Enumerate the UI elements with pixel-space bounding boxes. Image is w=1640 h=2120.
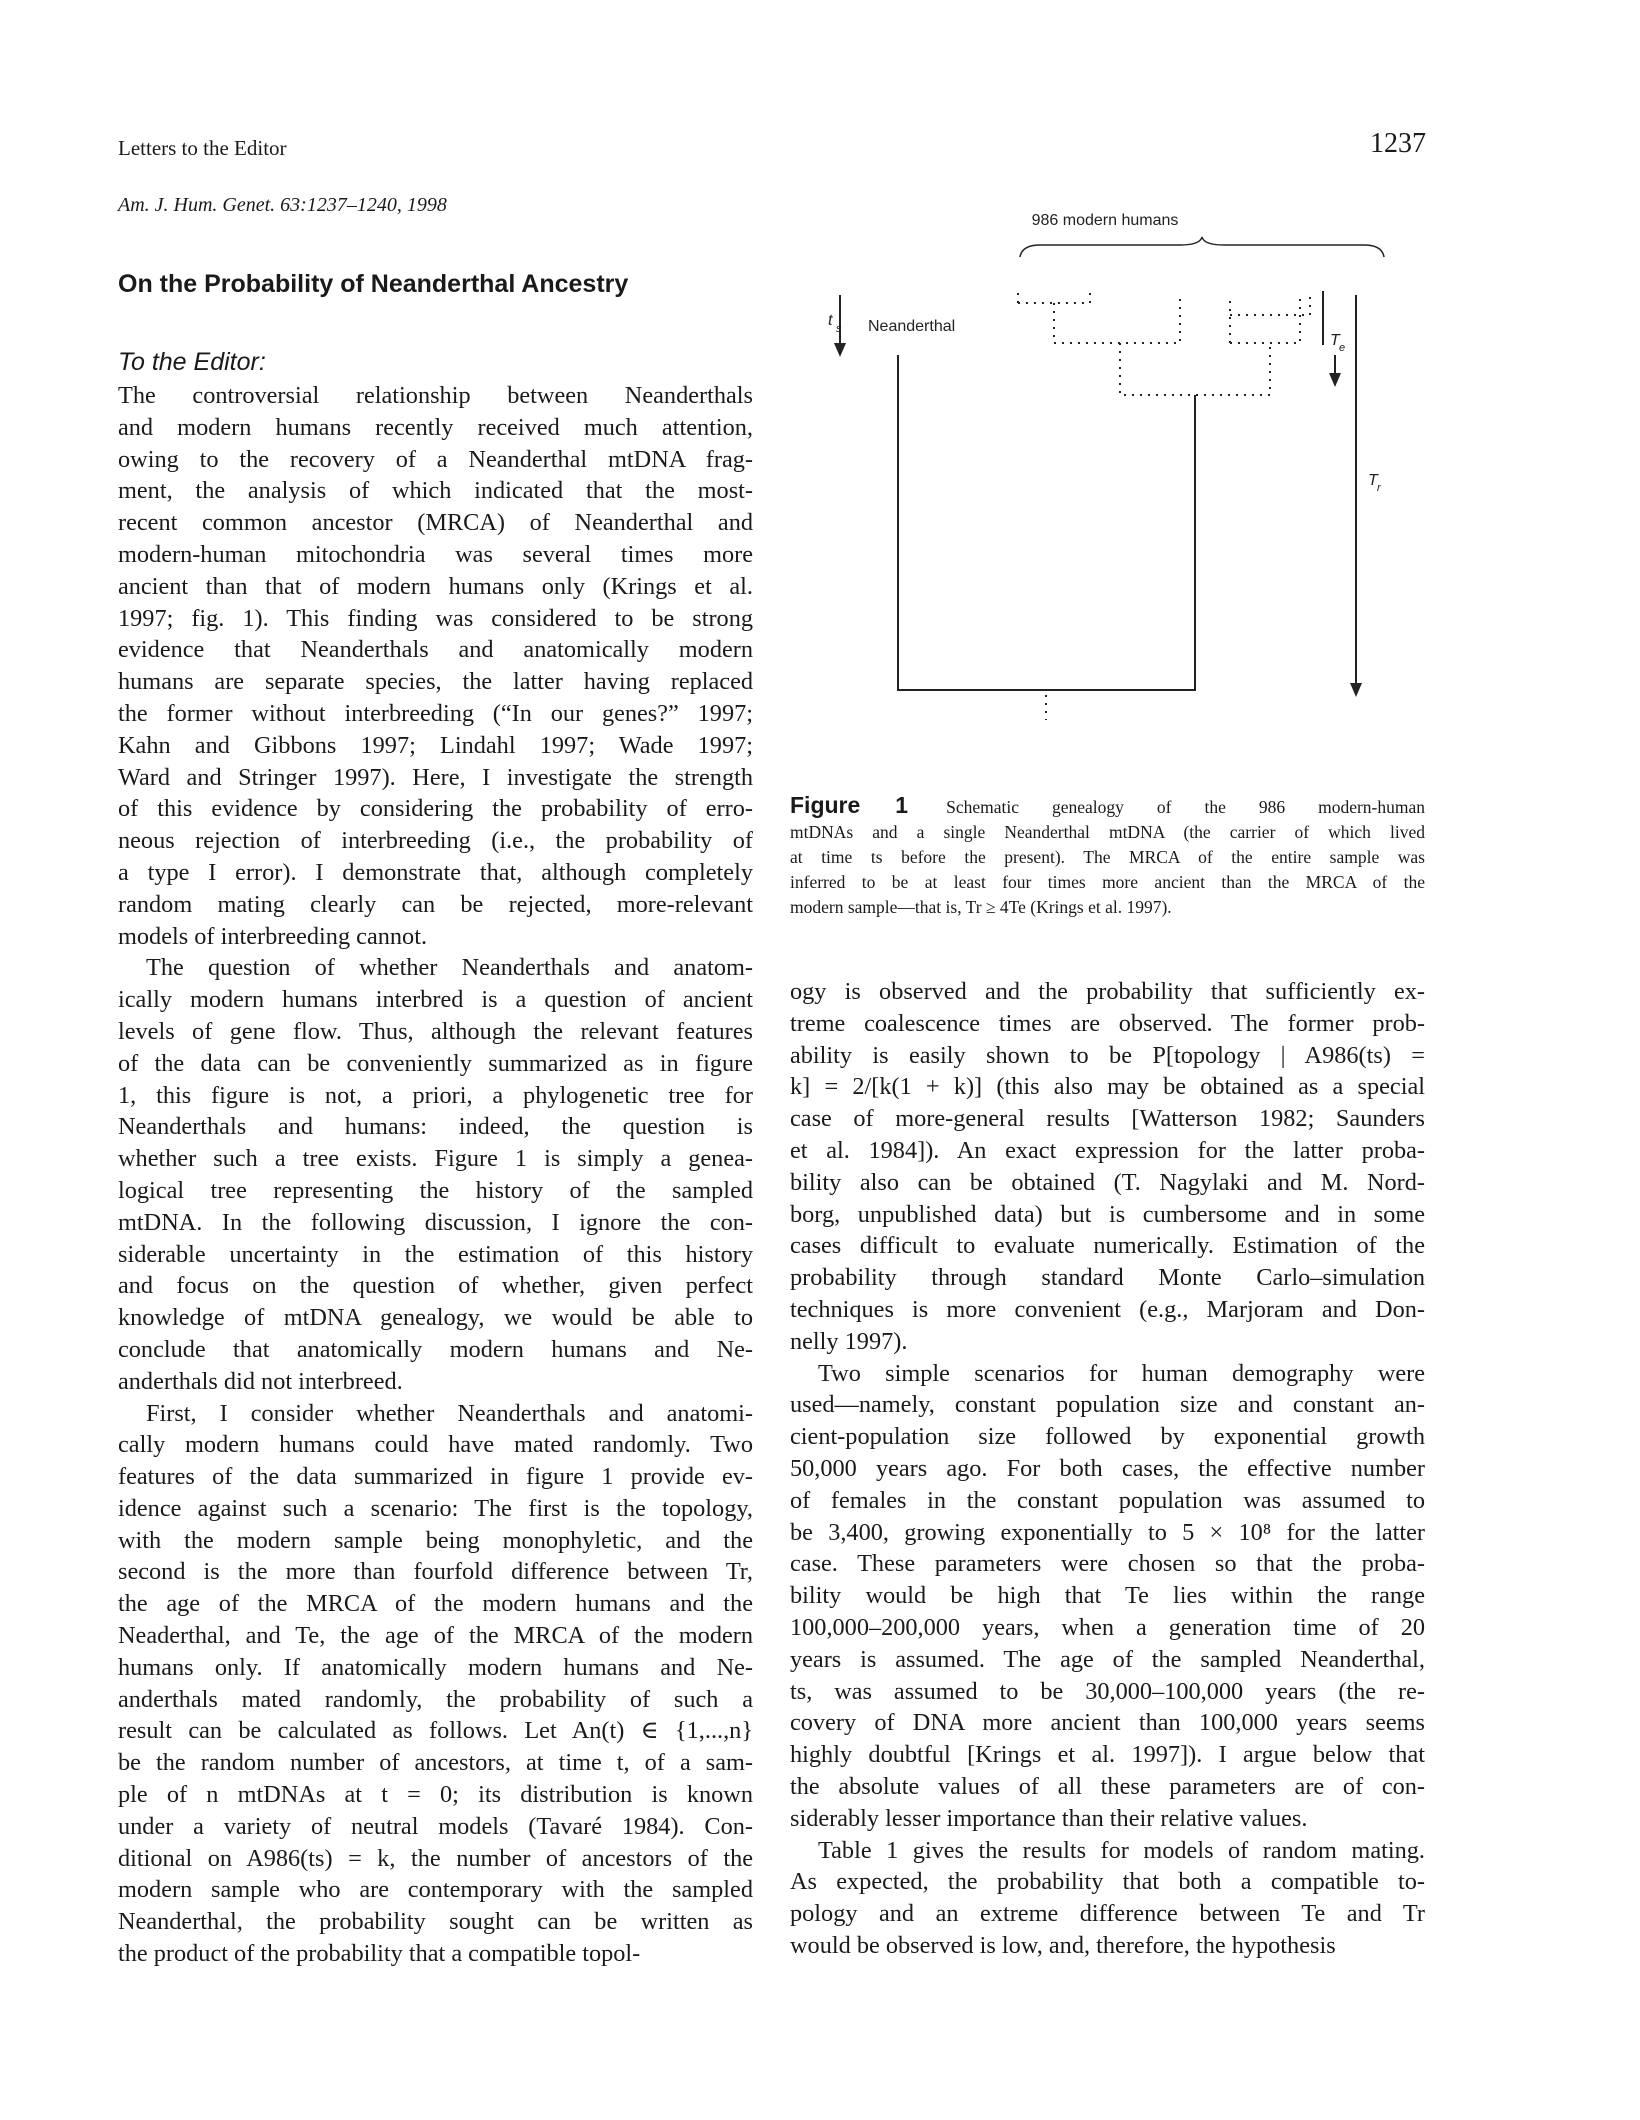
caption-line: modern sample—that is, Tr ≥ 4Te (Krings et al. 1997).: [790, 897, 1172, 917]
text-line: Neanderthals and humans: indeed, the question is: [118, 1113, 753, 1141]
text-line: bility would be high that Te lies within the range: [790, 1582, 1425, 1610]
text-line: of this evidence by considering the probability of erro-: [118, 795, 753, 823]
tr-subscript: r: [1377, 482, 1381, 494]
genealogy-diagram: [790, 195, 1425, 735]
text-line: the product of the probability that a compatible topol-: [118, 1940, 641, 1968]
page-number: 1237: [1370, 128, 1426, 159]
caption-line: inferred to be at least four times more ancient than the MRCA of the: [790, 872, 1425, 892]
text-line: evidence that Neanderthals and anatomically modern: [118, 636, 753, 664]
text-line: knowledge of mtDNA genealogy, we would be able to: [118, 1304, 753, 1332]
text-line: of females in the constant population was assumed to: [790, 1486, 1425, 1514]
text-line: case of more-general results [Watterson 1982; Saunders: [790, 1105, 1425, 1133]
text-line: Neanderthal, the probability sought can be written as: [118, 1908, 753, 1936]
left-column: [118, 380, 753, 1970]
text-line: levels of gene flow. Thus, although the relevant features: [118, 1017, 753, 1045]
text-line: under a variety of neutral models (Tavaré 1984). Con-: [118, 1812, 753, 1840]
caption-line: [790, 793, 1425, 820]
text-line: years is assumed. The age of the sampled Neanderthal,: [790, 1645, 1425, 1673]
text-line: features of the data summarized in figure 1 provide ev-: [118, 1463, 753, 1491]
text-line: and focus on the question of whether, given perfect: [118, 1272, 753, 1300]
neanderthal-label: Neanderthal: [868, 318, 956, 335]
text-line: ment, the analysis of which indicated that the most-: [118, 477, 753, 505]
tr-arrow-head: [1350, 683, 1362, 697]
text-line: modern sample who are contemporary with the sampled: [118, 1876, 753, 1904]
text-line: probability through standard Monte Carlo–simulation: [790, 1264, 1425, 1292]
text-line: k] = 2/[k(1 + k)] (this also may be obtained as a special: [790, 1073, 1425, 1101]
text-line: Two simple scenarios for human demography were: [818, 1359, 1425, 1387]
text-line: a type I error). I demonstrate that, although completely: [118, 858, 753, 886]
text-line: The controversial relationship between Neanderthals: [118, 382, 753, 409]
text-line: random mating clearly can be rejected, more-relevant: [118, 890, 753, 918]
text-line: 100,000–200,000 years, when a generation time of 20: [790, 1613, 1425, 1641]
text-line: siderably lesser importance than their relative values.: [790, 1804, 1308, 1832]
modern-humans-label: 986 modern humans: [1031, 212, 1179, 229]
text-line: be 3,400, growing exponentially to 5 × 10⁸ for the latter: [790, 1518, 1425, 1546]
text-line: As expected, the probability that both a compatible to-: [790, 1868, 1425, 1896]
salutation: To the Editor:: [118, 348, 266, 376]
te-label: T: [1330, 332, 1340, 349]
text-line: second is the more than fourfold difference between Tr,: [118, 1558, 753, 1586]
tree-main-lineage: [898, 355, 1195, 690]
text-line: whether such a tree exists. Figure 1 is simply a genea-: [118, 1145, 753, 1173]
figure-1: [790, 195, 1425, 735]
text-line: the former without interbreeding (“In our genes?” 1997;: [118, 699, 753, 727]
text-line: models of interbreeding cannot.: [118, 922, 428, 950]
text-line: with the modern sample being monophyletic, and the: [118, 1526, 753, 1554]
te-subscript: e: [1339, 342, 1346, 354]
text-line: siderable uncertainty in the estimation of this history: [118, 1240, 753, 1268]
text-line: techniques is more convenient (e.g., Marjoram and Don-: [790, 1295, 1425, 1323]
ts-arrow-head: [834, 343, 846, 357]
right-column: [790, 976, 1425, 1962]
text-line: mtDNA. In the following discussion, I ignore the con-: [118, 1208, 753, 1236]
text-line: treme coalescence times are observed. The former prob-: [790, 1009, 1425, 1037]
sample-brace: [1020, 237, 1384, 257]
article-title: On the Probability of Neanderthal Ancestry: [118, 270, 629, 298]
text-line: ditional on A986(ts) = k, the number of ancestors of the: [118, 1844, 753, 1872]
running-head: Letters to the Editor: [118, 136, 287, 160]
modern-subtree-dotted: [1018, 290, 1310, 395]
text-line: ogy is observed and the probability that sufficiently ex-: [790, 978, 1425, 1005]
text-line: The question of whether Neanderthals and anatom-: [146, 954, 753, 982]
text-line: pology and an extreme difference between Te and Tr: [790, 1900, 1425, 1928]
text-line: be the random number of ancestors, at time t, of a sam-: [118, 1749, 753, 1777]
text-line: logical tree representing the history of the sampled: [118, 1176, 753, 1204]
text-line: anderthals mated randomly, the probability of such a: [118, 1685, 753, 1713]
text-line: ancient than that of modern humans only (Krings et al.: [118, 572, 753, 600]
text-line: cient-population size followed by exponential growth: [790, 1423, 1425, 1451]
text-line: Neaderthal, and Te, the age of the MRCA of the modern: [118, 1622, 753, 1650]
text-line: bility also can be obtained (T. Nagylaki and M. Nord-: [790, 1168, 1425, 1196]
text-line: 1, this figure is not, a priori, a phylogenetic tree for: [118, 1081, 753, 1109]
caption-line: at time ts before the present). The MRCA of the entire sample was: [790, 847, 1425, 867]
text-line: anderthals did not interbreed.: [118, 1367, 403, 1395]
text-line: of the data can be conveniently summarized as in figure: [118, 1049, 753, 1077]
text-line: Ward and Stringer 1997). Here, I investigate the strength: [118, 763, 753, 791]
text-line: 1997; fig. 1). This finding was considered to be strong: [118, 604, 753, 632]
text-line: would be observed is low, and, therefore, the hypothesis: [790, 1931, 1336, 1959]
ts-label: t: [828, 312, 833, 329]
text-line: ts, was assumed to be 30,000–100,000 years (the re-: [790, 1677, 1425, 1705]
text-line: borg, unpublished data) but is cumbersome and in some: [790, 1200, 1425, 1228]
ts-subscript: s: [836, 323, 842, 335]
text-line: used—namely, constant population size and constant an-: [790, 1391, 1425, 1419]
text-line: et al. 1984]). An exact expression for the latter proba-: [790, 1136, 1425, 1164]
figure-caption: [790, 793, 1425, 920]
text-line: ically modern humans interbred is a question of ancient: [118, 986, 753, 1014]
text-line: the absolute values of all these parameters are of con-: [790, 1772, 1425, 1800]
text-line: result can be calculated as follows. Let An(t) ∈ {1,...,n}: [118, 1717, 753, 1745]
text-line: Table 1 gives the results for models of random mating.: [818, 1836, 1425, 1864]
text-line: covery of DNA more ancient than 100,000 years seems: [790, 1709, 1425, 1737]
text-line: ability is easily shown to be P[topology | A986(ts) =: [790, 1041, 1425, 1069]
caption-line: mtDNAs and a single Neanderthal mtDNA (the carrier of which lived: [790, 822, 1425, 842]
tr-label: T: [1368, 472, 1378, 489]
text-line: First, I consider whether Neanderthals and anatomi-: [146, 1399, 753, 1427]
text-line: highly doubtful [Krings et al. 1997]). I argue below that: [790, 1741, 1425, 1769]
text-line: humans only. If anatomically modern humans and Ne-: [118, 1653, 753, 1681]
te-arrow-head: [1329, 373, 1341, 387]
text-line: the age of the MRCA of the modern humans and the: [118, 1590, 753, 1618]
caption-text: Schematic genealogy of the 986 modern-human: [946, 797, 1425, 817]
text-line: Kahn and Gibbons 1997; Lindahl 1997; Wade 1997;: [118, 731, 753, 759]
text-line: case. These parameters were chosen so that the proba-: [790, 1550, 1425, 1578]
text-line: cases difficult to evaluate numerically. Estimation of the: [790, 1232, 1425, 1260]
text-line: owing to the recovery of a Neanderthal mtDNA frag-: [118, 445, 753, 473]
text-line: modern-human mitochondria was several times more: [118, 540, 753, 568]
text-line: humans are separate species, the latter having replaced: [118, 668, 753, 696]
journal-citation: Am. J. Hum. Genet. 63:1237–1240, 1998: [118, 194, 447, 216]
text-line: recent common ancestor (MRCA) of Neanderthal and: [118, 509, 753, 537]
text-line: idence against such a scenario: The first is the topology,: [118, 1494, 753, 1522]
text-line: neous rejection of interbreeding (i.e., the probability of: [118, 827, 753, 855]
text-line: cally modern humans could have mated randomly. Two: [118, 1431, 753, 1459]
text-line: nelly 1997).: [790, 1327, 908, 1355]
text-line: and modern humans recently received much attention,: [118, 413, 753, 441]
text-line: conclude that anatomically modern humans and Ne-: [118, 1335, 753, 1363]
figure-label: Figure 1: [790, 792, 909, 818]
text-line: 50,000 years ago. For both cases, the effective number: [790, 1454, 1425, 1482]
text-line: ple of n mtDNAs at t = 0; its distribution is known: [118, 1781, 753, 1809]
